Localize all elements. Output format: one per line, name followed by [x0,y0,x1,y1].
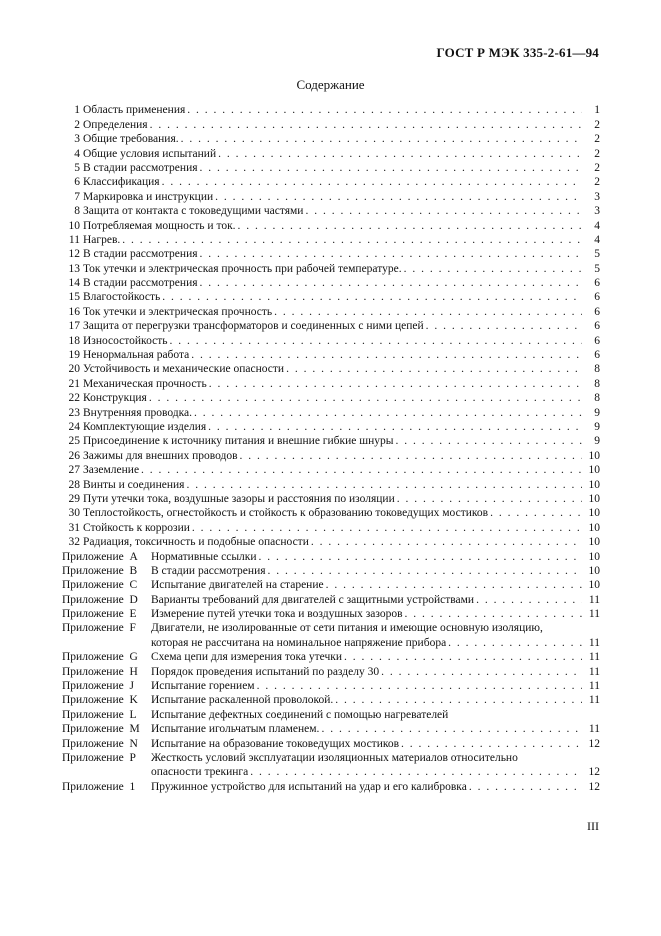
entry-title-continuation: которая не рассчитана на номинальное напряжение прибора [151,636,447,649]
dot-leader [149,391,582,405]
entry-title: Порядок проведения испытаний по разделу 30 [151,665,380,678]
entry-title: Ток утечки и электрическая прочность при рабочей температуре. [83,262,402,275]
toc-entry[interactable] [62,434,600,448]
toc-appendix-entry[interactable] [62,664,600,678]
toc-appendix-continuation [62,765,600,779]
entry-number: 20 [68,363,80,376]
dot-leader [141,463,582,477]
toc-entry[interactable] [62,463,600,477]
entry-number: 22 [68,392,80,405]
entry-title: Влагостойкость [83,291,161,304]
appendix-label [62,679,148,693]
entry-title: Общие условия испытаний [83,147,217,160]
toc-entry[interactable] [62,132,600,146]
entry-title: Маркировка и инструкции [83,190,214,203]
appendix-word: Приложение [62,680,124,693]
toc-appendix-entry[interactable] [62,736,600,750]
dot-leader [187,103,582,117]
entry-title: Двигатели, не изолированные от сети питания и имеющие основную изоляцию, [151,622,543,635]
entry-number: 27 [68,464,80,477]
entry-page: 1 [594,104,600,117]
appendix-letter: M [129,723,140,736]
entry-page: 10 [588,550,600,563]
entry-title: В стадии рассмотрения [83,277,198,290]
toc-appendix-entry[interactable] [62,751,600,765]
entry-title: Испытание дефектных соединений с помощью нагревателей [151,708,449,721]
dot-leader [200,247,582,261]
entry-page: 8 [594,377,600,390]
entry-number: 15 [68,291,80,304]
entry-page: 10 [588,478,600,491]
entry-number: 19 [68,349,80,362]
dot-leader [162,290,582,304]
appendix-word: Приложение [62,593,124,606]
entry-number: 12 [68,248,80,261]
entry-number: 11 [68,233,80,246]
appendix-label [62,665,148,679]
entry-title: Защита от перегрузки трансформаторов и соединенных с ними цепей [83,320,424,333]
appendix-letter: D [129,593,138,606]
dot-leader [194,406,582,420]
entry-number: 4 [74,147,80,160]
document-code: ГОСТ Р МЭК 335-2-61—94 [436,45,599,60]
dot-leader [335,693,582,707]
appendix-word: Приложение [62,751,124,764]
dot-leader [448,636,582,650]
entry-page: 12 [588,766,600,779]
toc-entry[interactable] [62,376,600,390]
entry-title: Схема цепи для измерения тока утечки [151,651,342,664]
entry-number: 6 [74,176,80,189]
entry-title: Испытание горением [151,680,255,693]
appendix-label [62,693,148,707]
dot-leader [274,305,582,319]
dot-leader [268,564,582,578]
entry-title: Испытание раскаленной проволокой. [151,694,334,707]
entry-number: 32 [68,536,80,549]
toc-entry[interactable] [62,146,600,160]
entry-title: Стойкость к коррозии [83,521,190,534]
toc-entry[interactable] [62,261,600,275]
appendix-word: Приложение [62,780,124,793]
entry-page: 6 [594,349,600,362]
appendix-word: Приложение [62,708,124,721]
toc-entry[interactable] [62,103,600,117]
appendix-letter: A [129,550,138,563]
dot-leader [344,650,582,664]
appendix-letter: 1 [129,780,136,793]
appendix-word: Приложение [62,651,124,664]
dot-leader [200,161,582,175]
appendix-letter: P [129,751,136,764]
entry-title-continuation: опасности трекинга [151,766,249,779]
entry-page: 9 [594,406,600,419]
entry-page: 10 [588,449,600,462]
entry-page: 2 [594,118,600,131]
appendix-word: Приложение [62,665,124,678]
appendix-word: Приложение [62,608,124,621]
entry-title: Износостойкость [83,334,168,347]
entry-title: Конструкция [83,392,147,405]
entry-title: Внутренняя проводка. [83,406,193,419]
entry-page: 5 [594,248,600,261]
entry-title: Пружинное устройство для испытаний на удар и его калибровка [151,780,467,793]
entry-number: 21 [68,377,80,390]
appendix-letter: F [129,622,136,635]
entry-title: Устойчивость и механические опасности [83,363,285,376]
entry-number: 10 [68,219,80,232]
toc-appendix-entry[interactable] [62,679,600,693]
appendix-label [62,650,148,664]
dot-leader [192,521,582,535]
toc-appendix-entry[interactable] [62,549,600,563]
entry-number: 17 [68,320,80,333]
toc-entry[interactable] [62,319,600,333]
toc-appendix-entry[interactable] [62,564,600,578]
entry-title: Защита от контакта с токоведущими частями [83,205,304,218]
entry-title: Нормативные ссылки [151,550,257,563]
toc-entry[interactable] [62,391,600,405]
entry-title: Измерение путей утечки тока и воздушных зазоров [151,608,403,621]
entry-number: 1 [74,104,80,117]
entry-title: Заземление [83,464,140,477]
entry-page: 10 [588,564,600,577]
entry-number: 2 [74,118,80,131]
dot-leader [200,276,582,290]
dot-leader [186,478,582,492]
entry-title: Ток утечки и электрическая прочность [83,305,273,318]
entry-title: В стадии рассмотрения [151,564,266,577]
entry-page: 10 [588,507,600,520]
dot-leader [326,578,582,592]
entry-page: 12 [588,737,600,750]
entry-number: 31 [68,521,80,534]
toc-entry[interactable] [62,247,600,261]
toc-appendix-entry[interactable] [62,707,600,721]
entry-title: Ненормальная работа [83,349,190,362]
entry-title: Варианты требований для двигателей с защитными устройствами [151,593,475,606]
dot-leader [208,420,582,434]
dot-leader [426,319,582,333]
appendix-letter: K [129,694,138,707]
appendix-word: Приложение [62,564,124,577]
toc-appendix-entry[interactable] [62,592,600,606]
entry-page: 4 [594,219,600,232]
dot-leader [169,334,582,348]
entry-number: 18 [68,334,80,347]
entry-title: Присоединение к источнику питания и внешние гибкие шнуры [83,435,394,448]
entry-title: Испытание игольчатым пламенем. [151,723,320,736]
entry-number: 28 [68,478,80,491]
appendix-label [62,751,148,765]
entry-page: 9 [594,435,600,448]
appendix-letter: G [129,651,138,664]
entry-page: 2 [594,147,600,160]
dot-leader [311,535,582,549]
entry-page: 2 [594,133,600,146]
entry-page: 6 [594,277,600,290]
toc-entry[interactable] [62,420,600,434]
entry-title: Общие требования. [83,133,179,146]
page-number: III [587,819,599,833]
entry-page: 10 [588,579,600,592]
appendix-letter: N [129,737,138,750]
toc-entry[interactable] [62,204,600,218]
toc-entry[interactable] [62,161,600,175]
appendix-word: Приложение [62,694,124,707]
entry-title: Механическая прочность [83,377,207,390]
entry-page: 3 [594,190,600,203]
toc-entry[interactable] [62,492,600,506]
toc-appendix-entry[interactable] [62,779,600,793]
toc-entry[interactable] [62,333,600,347]
entry-page: 11 [588,665,600,678]
dot-leader [397,492,582,506]
dot-leader [405,607,582,621]
page-title: Содержание [296,77,365,92]
entry-number: 7 [74,190,80,203]
entry-page: 10 [588,464,600,477]
appendix-label [62,621,148,635]
entry-number: 24 [68,420,80,433]
entry-page: 9 [594,420,600,433]
entry-page: 11 [588,608,600,621]
entry-title: Область применения [83,104,186,117]
toc-entry[interactable] [62,535,600,549]
dot-leader [490,506,582,520]
entry-title: Классификация [83,176,160,189]
dot-leader [218,147,582,161]
entry-number: 3 [74,133,80,146]
entry-page: 6 [594,305,600,318]
entry-title: Радиация, токсичность и подобные опасности [83,536,309,549]
entry-number: 8 [74,205,80,218]
appendix-label [62,593,148,607]
toc-appendix-continuation [62,635,600,649]
appendix-letter: J [129,680,134,693]
toc-entry[interactable] [62,348,600,362]
toc-appendix-entry[interactable] [62,607,600,621]
toc-entry[interactable] [62,233,600,247]
entry-page: 10 [588,521,600,534]
entry-number: 14 [68,277,80,290]
appendix-label [62,722,148,736]
entry-page: 8 [594,363,600,376]
toc-appendix-entry[interactable] [62,693,600,707]
toc-entry[interactable] [62,218,600,232]
dot-leader [259,550,582,564]
entry-number: 23 [68,406,80,419]
appendix-label [62,564,148,578]
appendix-letter: E [129,608,137,621]
entry-number: 29 [68,492,80,505]
entry-title: Комплектующие изделия [83,420,207,433]
entry-page: 2 [594,176,600,189]
entry-page: 11 [588,694,600,707]
toc-entry[interactable] [62,290,600,304]
entry-number: 30 [68,507,80,520]
dot-leader [250,765,582,779]
dot-leader [150,118,582,132]
dot-leader [305,204,582,218]
entry-title: Испытание двигателей на старение [151,579,324,592]
toc-entry[interactable] [62,276,600,290]
entry-page: 11 [588,636,600,649]
dot-leader [286,362,582,376]
toc-entry[interactable] [62,506,600,520]
entry-title: Жесткость условий эксплуатации изоляционных материалов относительно [151,751,518,764]
dot-leader [162,175,582,189]
toc-appendix-entry[interactable] [62,621,600,635]
toc-appendix-entry[interactable] [62,578,600,592]
toc-entry[interactable] [62,175,600,189]
entry-title: Потребляемая мощность и ток. [83,219,236,232]
entry-number: 13 [68,262,80,275]
appendix-letter: B [129,564,138,577]
entry-page: 5 [594,262,600,275]
entry-title: Пути утечки тока, воздушные зазоры и расстояния по изоляции [83,492,395,505]
appendix-label [62,550,148,564]
dot-leader [240,449,582,463]
appendix-label [62,780,148,794]
dot-leader [191,348,582,362]
appendix-label [62,737,148,751]
dot-leader [469,780,582,794]
toc-entry[interactable] [62,117,600,131]
appendix-label [62,708,148,722]
entry-page: 2 [594,161,600,174]
toc-entry[interactable] [62,405,600,419]
appendix-word: Приложение [62,550,124,563]
appendix-word: Приложение [62,622,124,635]
toc-entry[interactable] [62,520,600,534]
toc-entry[interactable] [62,362,600,376]
entry-page: 6 [594,334,600,347]
entry-page: 6 [594,320,600,333]
entry-page: 11 [588,593,600,606]
entry-title: В стадии рассмотрения [83,248,198,261]
entry-number: 16 [68,305,80,318]
appendix-letter: C [129,579,138,592]
entry-number: 25 [68,435,80,448]
appendix-label [62,578,148,592]
dot-leader [396,434,583,448]
appendix-word: Приложение [62,723,124,736]
toc-entry[interactable] [62,448,600,462]
appendix-letter: H [129,665,138,678]
entry-page: 11 [588,723,600,736]
entry-page: 10 [588,492,600,505]
entry-number: 26 [68,449,80,462]
entry-title: Испытание на образование токоведущих мостиков [151,737,400,750]
dot-leader [209,377,582,391]
entry-page: 11 [588,651,600,664]
dot-leader [238,219,582,233]
entry-page: 4 [594,233,600,246]
dot-leader [404,262,582,276]
dot-leader [321,722,582,736]
entry-page: 12 [588,780,600,793]
dot-leader [381,665,582,679]
entry-page: 11 [588,680,600,693]
dot-leader [476,593,582,607]
appendix-word: Приложение [62,579,124,592]
entry-title: Определения [83,118,148,131]
entry-number: 5 [74,161,80,174]
dot-leader [257,679,582,693]
dot-leader [401,737,582,751]
dot-leader [181,132,582,146]
entry-title: Зажимы для внешних проводов [83,449,238,462]
entry-page: 8 [594,392,600,405]
toc-entry[interactable] [62,304,600,318]
toc-appendix-entry[interactable] [62,650,600,664]
dot-leader [215,190,582,204]
table-of-contents [62,103,600,794]
toc-appendix-entry[interactable] [62,722,600,736]
toc-entry[interactable] [62,189,600,203]
entry-page: 3 [594,205,600,218]
appendix-letter: L [129,708,137,721]
dot-leader [122,233,582,247]
entry-title: Винты и соединения [83,478,185,491]
entry-title: Нагрев. [83,233,121,246]
appendix-label [62,607,148,621]
entry-title: Теплостойкость, огнестойкость и стойкость к образованию токоведущих мостиков [83,507,489,520]
toc-entry[interactable] [62,477,600,491]
appendix-word: Приложение [62,737,124,750]
entry-page: 10 [588,536,600,549]
entry-title: В стадии рассмотрения [83,161,198,174]
entry-page: 6 [594,291,600,304]
